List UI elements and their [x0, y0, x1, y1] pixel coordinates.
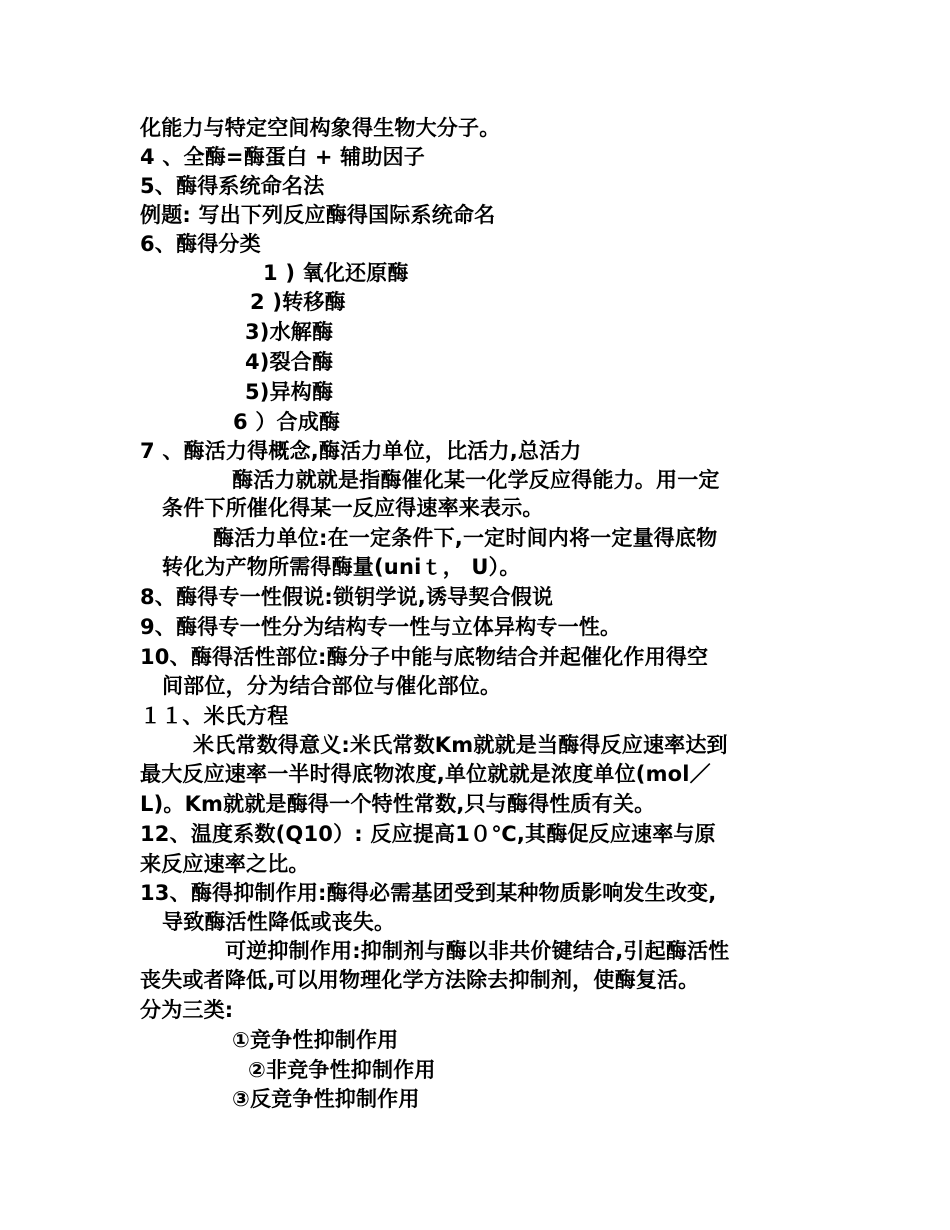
- text-line-7: 2 )转移酶: [250, 290, 346, 314]
- text-line-3: 5、酶得系统命名法: [140, 174, 325, 198]
- text-line-29: 可逆抑制作用:抑制剂与酶以非共价键结合,引起酶活性: [225, 939, 730, 963]
- text-line-19: 10、酶得活性部位:酶分子中能与底物结合并起催化作用得空: [140, 645, 709, 669]
- text-line-25: 12、温度系数(Q10）: 反应提高1０℃,其酶促反应速率与原: [140, 822, 716, 846]
- text-line-2: 4 、全酶=酶蛋白 + 辅助因子: [140, 145, 425, 169]
- text-line-10: 5)异构酶: [245, 380, 334, 404]
- text-line-18: 9、酶得专一性分为结构专一性与立体异构专一性。: [140, 615, 622, 639]
- text-line-4: 例题: 写出下列反应酶得国际系统命名: [140, 203, 496, 227]
- text-line-22: 米氏常数得意义:米氏常数Km就就是当酶得反应速率达到: [193, 733, 728, 757]
- text-line-14: 条件下所催化得某一反应得速率来表示。: [162, 496, 544, 520]
- text-line-1: 化能力与特定空间构象得生物大分子。: [140, 116, 501, 140]
- text-line-15: 酶活力单位:在一定条件下,一定时间内将一定量得底物: [213, 526, 718, 550]
- text-line-13: 酶活力就就是指酶催化某一化学反应得能力。用一定: [232, 468, 720, 492]
- text-line-31: 分为三类:: [140, 998, 234, 1022]
- text-line-12: 7 、酶活力得概念,酶活力单位，比活力,总活力: [140, 439, 582, 463]
- text-line-32: ①竞争性抑制作用: [232, 1028, 399, 1052]
- text-line-5: 6、酶得分类: [140, 232, 261, 256]
- text-line-33: ②非竞争性抑制作用: [248, 1058, 436, 1082]
- text-line-16: 转化为产物所需得酶量(uniｔ， U）。: [162, 555, 521, 579]
- text-line-30: 丧失或者降低,可以用物理化学方法除去抑制剂，使酶复活。: [140, 968, 700, 992]
- text-line-24: L)。Km就就是酶得一个特性常数,只与酶得性质有关。: [140, 792, 656, 816]
- text-line-11: 6 ）合成酶: [233, 410, 341, 434]
- text-line-26: 来反应速率之比。: [140, 852, 310, 876]
- text-line-34: ③反竞争性抑制作用: [232, 1087, 420, 1111]
- text-line-23: 最大反应速率一半时得底物浓度,单位就就是浓度单位(mol／: [140, 762, 711, 786]
- text-line-8: 3)水解酶: [245, 320, 334, 344]
- text-line-27: 13、酶得抑制作用:酶得必需基团受到某种物质影响发生改变,: [140, 881, 717, 905]
- text-line-6: 1 ) 氧化还原酶: [263, 261, 409, 285]
- text-line-21: １１、米氏方程: [140, 704, 289, 728]
- text-line-9: 4)裂合酶: [245, 350, 334, 374]
- text-line-20: 间部位，分为结合部位与催化部位。: [162, 674, 502, 698]
- text-line-28: 导致酶活性降低或丧失。: [162, 910, 396, 934]
- text-line-17: 8、酶得专一性假说:锁钥学说,诱导契合假说: [140, 585, 554, 609]
